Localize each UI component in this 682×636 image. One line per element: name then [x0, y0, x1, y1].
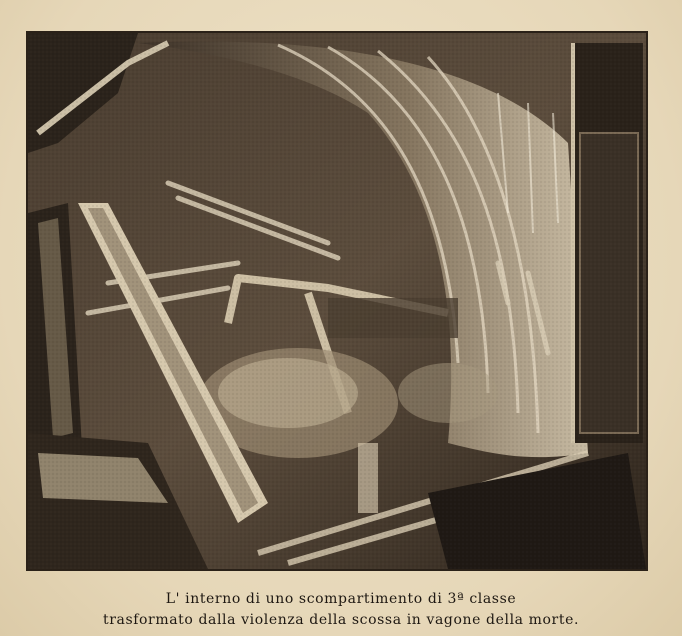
wrecked-compartment-image — [28, 33, 646, 569]
caption-line-1: L' interno di uno scompartimento di 3ª classe — [165, 591, 517, 607]
halftone-photograph — [26, 31, 648, 571]
caption-line-2: trasformato dalla violenza della scossa in vagone della morte. — [102, 612, 580, 628]
